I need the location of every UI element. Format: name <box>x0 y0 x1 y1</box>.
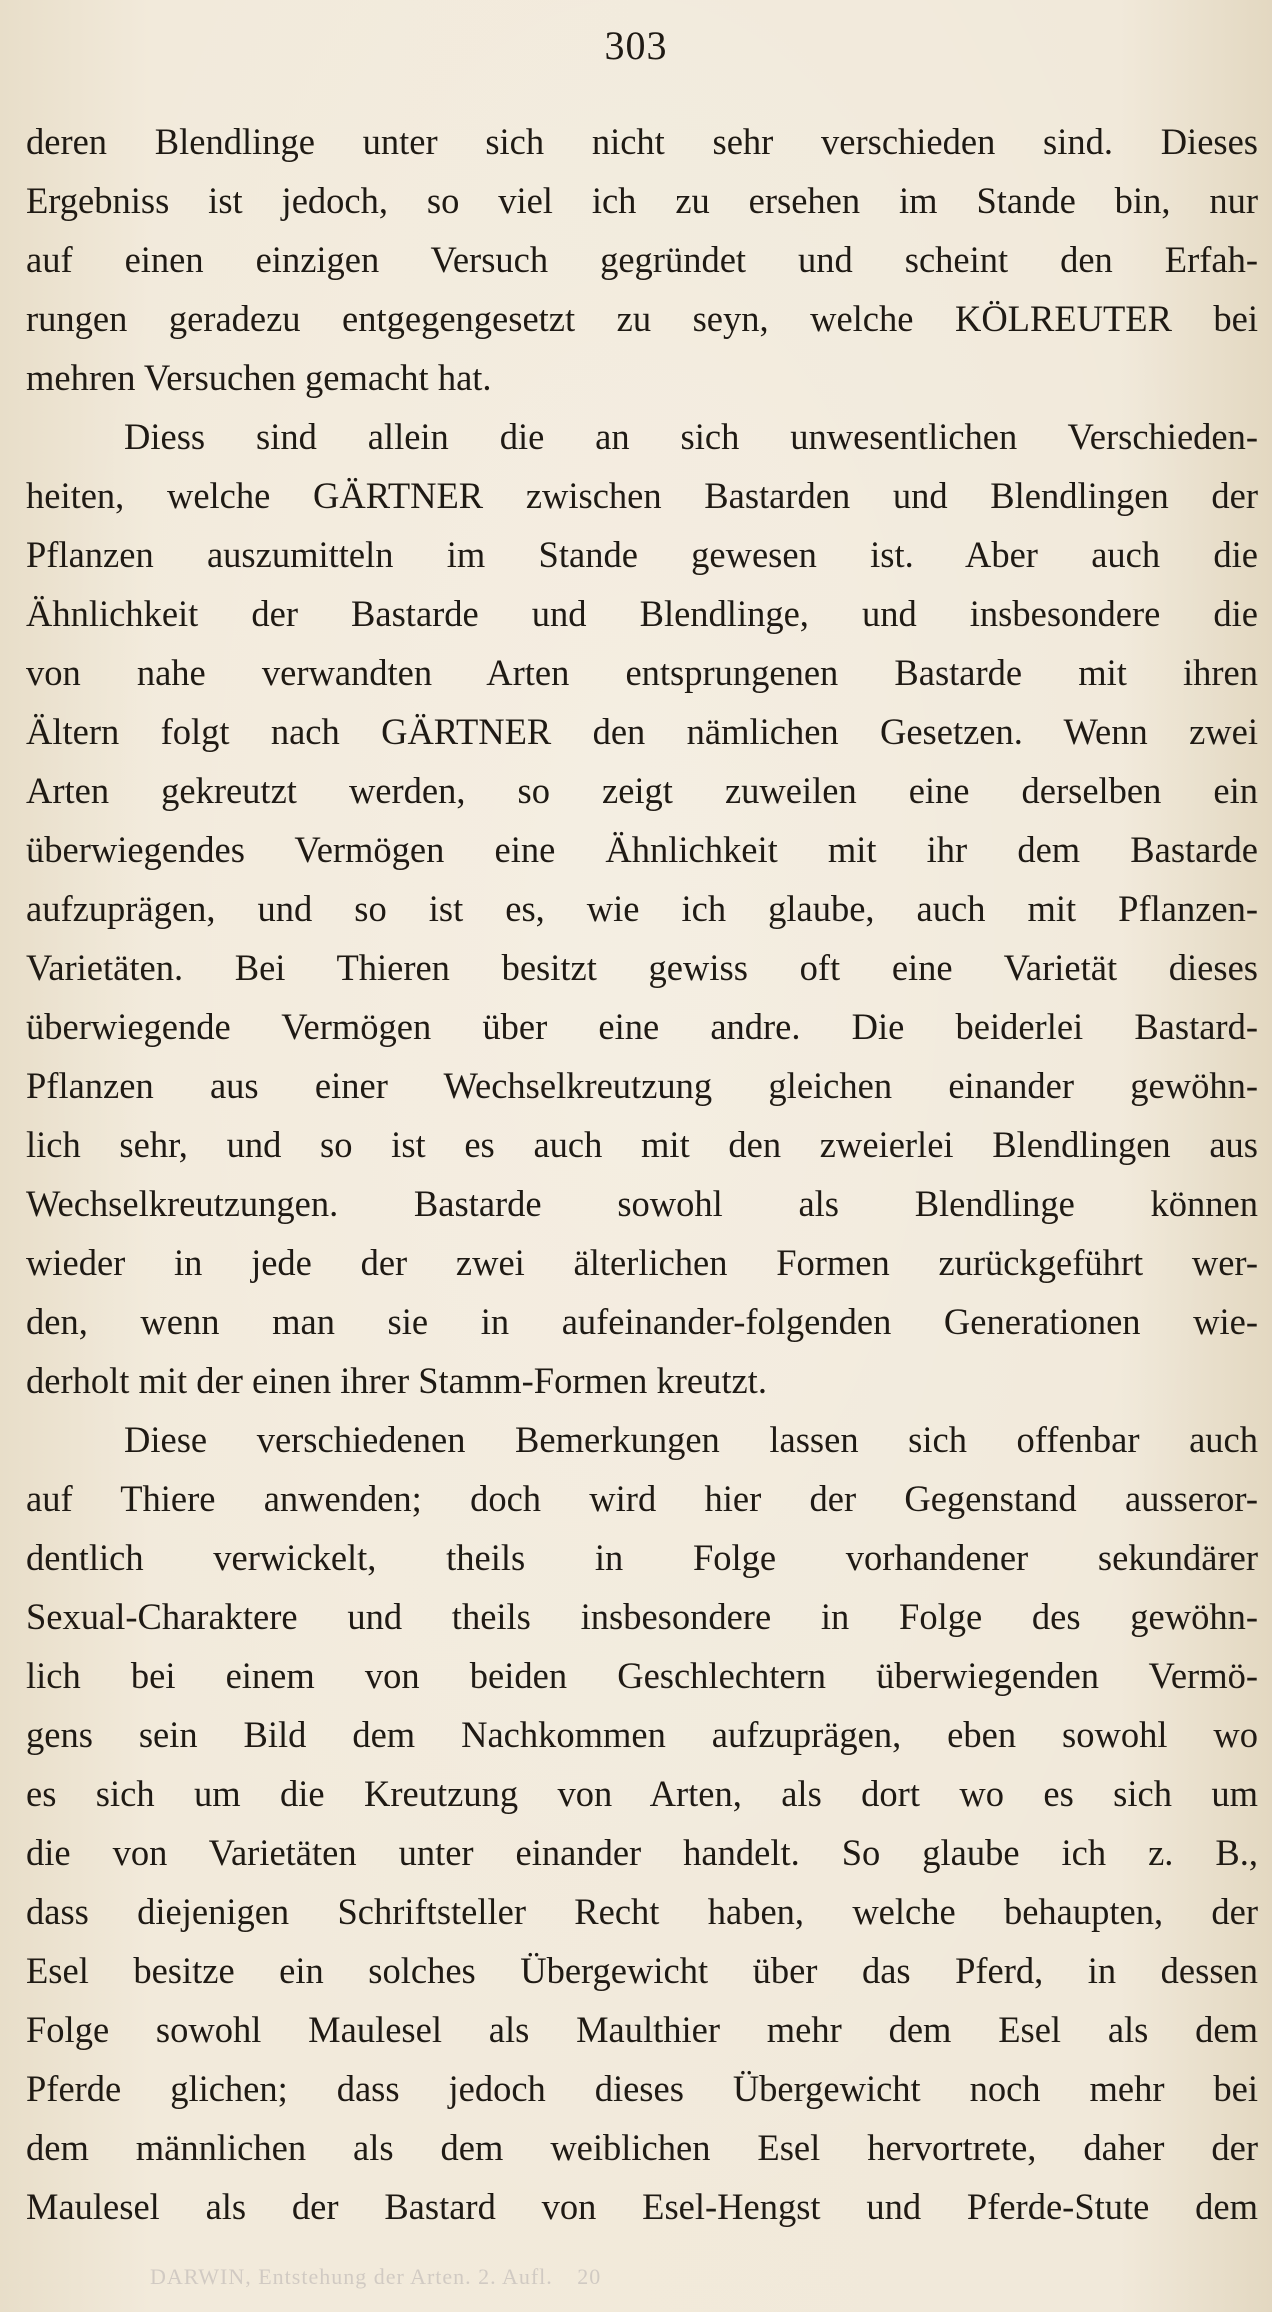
text-line: auf Thiere anwenden; doch wird hier der Gegenstand ausseror- <box>26 1478 1258 1519</box>
text-line: deren Blendlinge unter sich nicht sehr verschieden sind. Dieses <box>26 121 1258 162</box>
paragraph <box>26 112 1258 407</box>
text-line: Pflanzen aus einer Wechselkreutzung gleichen einander gewöhn- <box>26 1065 1258 1106</box>
text-line: gens sein Bild dem Nachkommen aufzuprägen, eben sowohl wo <box>26 1714 1258 1755</box>
text-line: Ergebniss ist jedoch, so viel ich zu ersehen im Stande bin, nur <box>26 180 1258 221</box>
bleed-through-sheet-number: 20 <box>577 2264 602 2289</box>
text-line: heiten, welche GÄRTNER zwischen Bastarden und Blendlingen der <box>26 475 1258 516</box>
paragraph-container <box>26 112 1258 2236</box>
text-line: Ähnlichkeit der Bastarde und Blendlinge, und insbesondere die <box>26 593 1258 634</box>
text-line: Diese verschiedenen Bemerkungen lassen sich offenbar auch <box>124 1419 1258 1460</box>
page-number: 303 <box>604 23 668 68</box>
paragraph <box>26 407 1258 1410</box>
text-line: aufzuprägen, und so ist es, wie ich glaube, auch mit Pflanzen- <box>26 888 1258 929</box>
text-line: Varietäten. Bei Thieren besitzt gewiss oft eine Varietät dieses <box>26 947 1258 988</box>
text-line: Maulesel als der Bastard von Esel-Hengst und Pferde-Stute dem <box>26 2186 1258 2227</box>
text-line: dentlich verwickelt, theils in Folge vorhandener sekundärer <box>26 1537 1258 1578</box>
text-line: wieder in jede der zwei älterlichen Formen zurückgeführt wer- <box>26 1242 1258 1283</box>
text-line: dem männlichen als dem weiblichen Esel hervortrete, daher der <box>26 2127 1258 2168</box>
text-line: Sexual-Charaktere und theils insbesondere in Folge des gewöhn- <box>26 1596 1258 1637</box>
text-line: Diess sind allein die an sich unwesentlichen Verschieden- <box>124 416 1258 457</box>
text-line: derholt mit der einen ihrer Stamm-Formen kreutzt. <box>26 1360 767 1401</box>
text-line: Pferde glichen; dass jedoch dieses Übergewicht noch mehr bei <box>26 2068 1258 2109</box>
text-line: Esel besitze ein solches Übergewicht über das Pferd, in dessen <box>26 1950 1258 1991</box>
text-line: es sich um die Kreutzung von Arten, als dort wo es sich um <box>26 1773 1258 1814</box>
text-line: die von Varietäten unter einander handelt. So glaube ich z. B., <box>26 1832 1258 1873</box>
text-line: Arten gekreutzt werden, so zeigt zuweilen eine derselben ein <box>26 770 1258 811</box>
body-text <box>26 112 1258 2236</box>
text-line: rungen geradezu entgegengesetzt zu seyn, welche KÖLREUTER bei <box>26 298 1258 339</box>
text-line: lich bei einem von beiden Geschlechtern überwiegenden Vermö- <box>26 1655 1258 1696</box>
text-line: Pflanzen auszumitteln im Stande gewesen ist. Aber auch die <box>26 534 1258 575</box>
bleed-through-text <box>150 2264 1110 2290</box>
text-line: auf einen einzigen Versuch gegründet und scheint den Erfah- <box>26 239 1258 280</box>
text-line: Wechselkreutzungen. Bastarde sowohl als Blendlinge können <box>26 1183 1258 1224</box>
text-line: mehren Versuchen gemacht hat. <box>26 357 492 398</box>
text-line: Ältern folgt nach GÄRTNER den nämlichen Gesetzen. Wenn zwei <box>26 711 1258 752</box>
text-line: überwiegende Vermögen über eine andre. Die beiderlei Bastard- <box>26 1006 1258 1047</box>
paragraph <box>26 1410 1258 2236</box>
text-line: den, wenn man sie in aufeinander-folgenden Generationen wie- <box>26 1301 1258 1342</box>
text-line: überwiegendes Vermögen eine Ähnlichkeit mit ihr dem Bastarde <box>26 829 1258 870</box>
bleed-through-title: DARWIN, Entstehung der Arten. 2. Aufl. <box>150 2264 553 2289</box>
text-line: lich sehr, und so ist es auch mit den zweierlei Blendlingen aus <box>26 1124 1258 1165</box>
text-line: von nahe verwandten Arten entsprungenen Bastarde mit ihren <box>26 652 1258 693</box>
text-line: dass diejenigen Schriftsteller Recht haben, welche behaupten, der <box>26 1891 1258 1932</box>
text-line: Folge sowohl Maulesel als Maulthier mehr dem Esel als dem <box>26 2009 1258 2050</box>
